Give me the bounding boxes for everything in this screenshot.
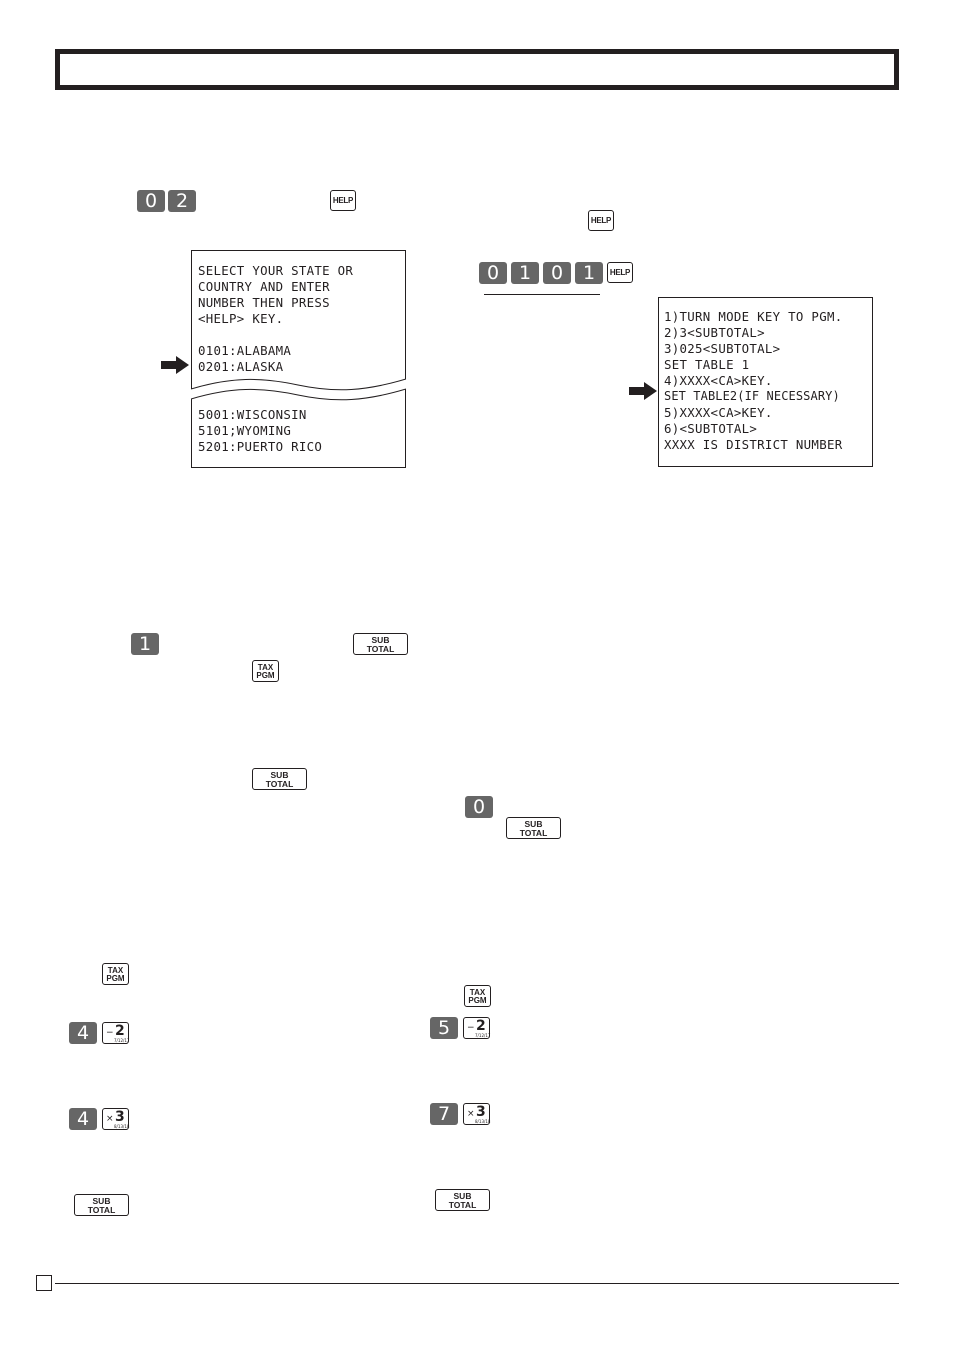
subtotal-key: SUB TOTAL — [252, 768, 307, 790]
right-arrow-icon — [629, 382, 657, 400]
footer-rule — [55, 1283, 899, 1284]
receipt-line: 0101:ALABAMA — [198, 343, 292, 358]
receipt-line: 5001:WISCONSIN — [198, 407, 307, 422]
receipt-tear — [191, 375, 406, 401]
receipt-line: COUNTRY AND ENTER — [198, 279, 330, 294]
help-key: HELP — [588, 210, 614, 231]
receipt-line: 4)XXXX<CA>KEY. — [664, 373, 773, 388]
subtotal-key: SUB TOTAL — [353, 633, 408, 655]
key-1: 1 — [575, 262, 603, 284]
receipt-state-list — [191, 250, 406, 468]
receipt-line: 5)XXXX<CA>KEY. — [664, 405, 773, 420]
receipt-line: 1)TURN MODE KEY TO PGM. — [664, 309, 843, 324]
right-arrow-icon — [161, 356, 189, 374]
minus-2-key: − 2 7/12/17 — [102, 1022, 129, 1044]
receipt-help-instructions — [658, 297, 873, 467]
receipt-line: 5101;WYOMING — [198, 423, 292, 438]
tax-pgm-key: TAX PGM — [252, 660, 279, 682]
key-4: 4 — [69, 1108, 97, 1130]
key-5: 5 — [430, 1017, 458, 1039]
key-0: 0 — [465, 796, 493, 818]
key-0: 0 — [137, 190, 165, 212]
key-7: 7 — [430, 1103, 458, 1125]
receipt-line: NUMBER THEN PRESS — [198, 295, 330, 310]
times-3-key: × 3 8/13/18 — [102, 1108, 129, 1130]
help-key: HELP — [607, 262, 633, 283]
tax-pgm-key: TAX PGM — [464, 985, 491, 1007]
subtotal-key: SUB TOTAL — [506, 817, 561, 839]
receipt-line: 6)<SUBTOTAL> — [664, 421, 758, 436]
receipt-line: XXXX IS DISTRICT NUMBER — [664, 437, 843, 452]
underline-divider — [484, 294, 600, 295]
receipt-line: 2)3<SUBTOTAL> — [664, 325, 765, 340]
key-4: 4 — [69, 1022, 97, 1044]
receipt-line: SET TABLE 1 — [664, 357, 750, 372]
header-bar — [55, 49, 899, 90]
key-0: 0 — [543, 262, 571, 284]
minus-2-key: − 2 7/12/17 — [463, 1017, 490, 1039]
key-1: 1 — [511, 262, 539, 284]
receipt-line: SELECT YOUR STATE OR — [198, 263, 354, 278]
subtotal-key: SUB TOTAL — [435, 1189, 490, 1211]
receipt-line: 5201:PUERTO RICO — [198, 439, 323, 454]
key-0: 0 — [479, 262, 507, 284]
key-1: 1 — [131, 633, 159, 655]
receipt-line: 3)025<SUBTOTAL> — [664, 341, 781, 356]
times-3-key: × 3 8/13/18 — [463, 1103, 490, 1125]
help-key: HELP — [330, 190, 356, 211]
receipt-line: 0201:ALASKA — [198, 359, 284, 374]
receipt-line: SET TABLE2(IF NECESSARY) — [664, 389, 840, 403]
tax-pgm-key: TAX PGM — [102, 963, 129, 985]
receipt-line: <HELP> KEY. — [198, 311, 284, 326]
key-2: 2 — [168, 190, 196, 212]
subtotal-key: SUB TOTAL — [74, 1194, 129, 1216]
page-number-box — [36, 1275, 52, 1291]
